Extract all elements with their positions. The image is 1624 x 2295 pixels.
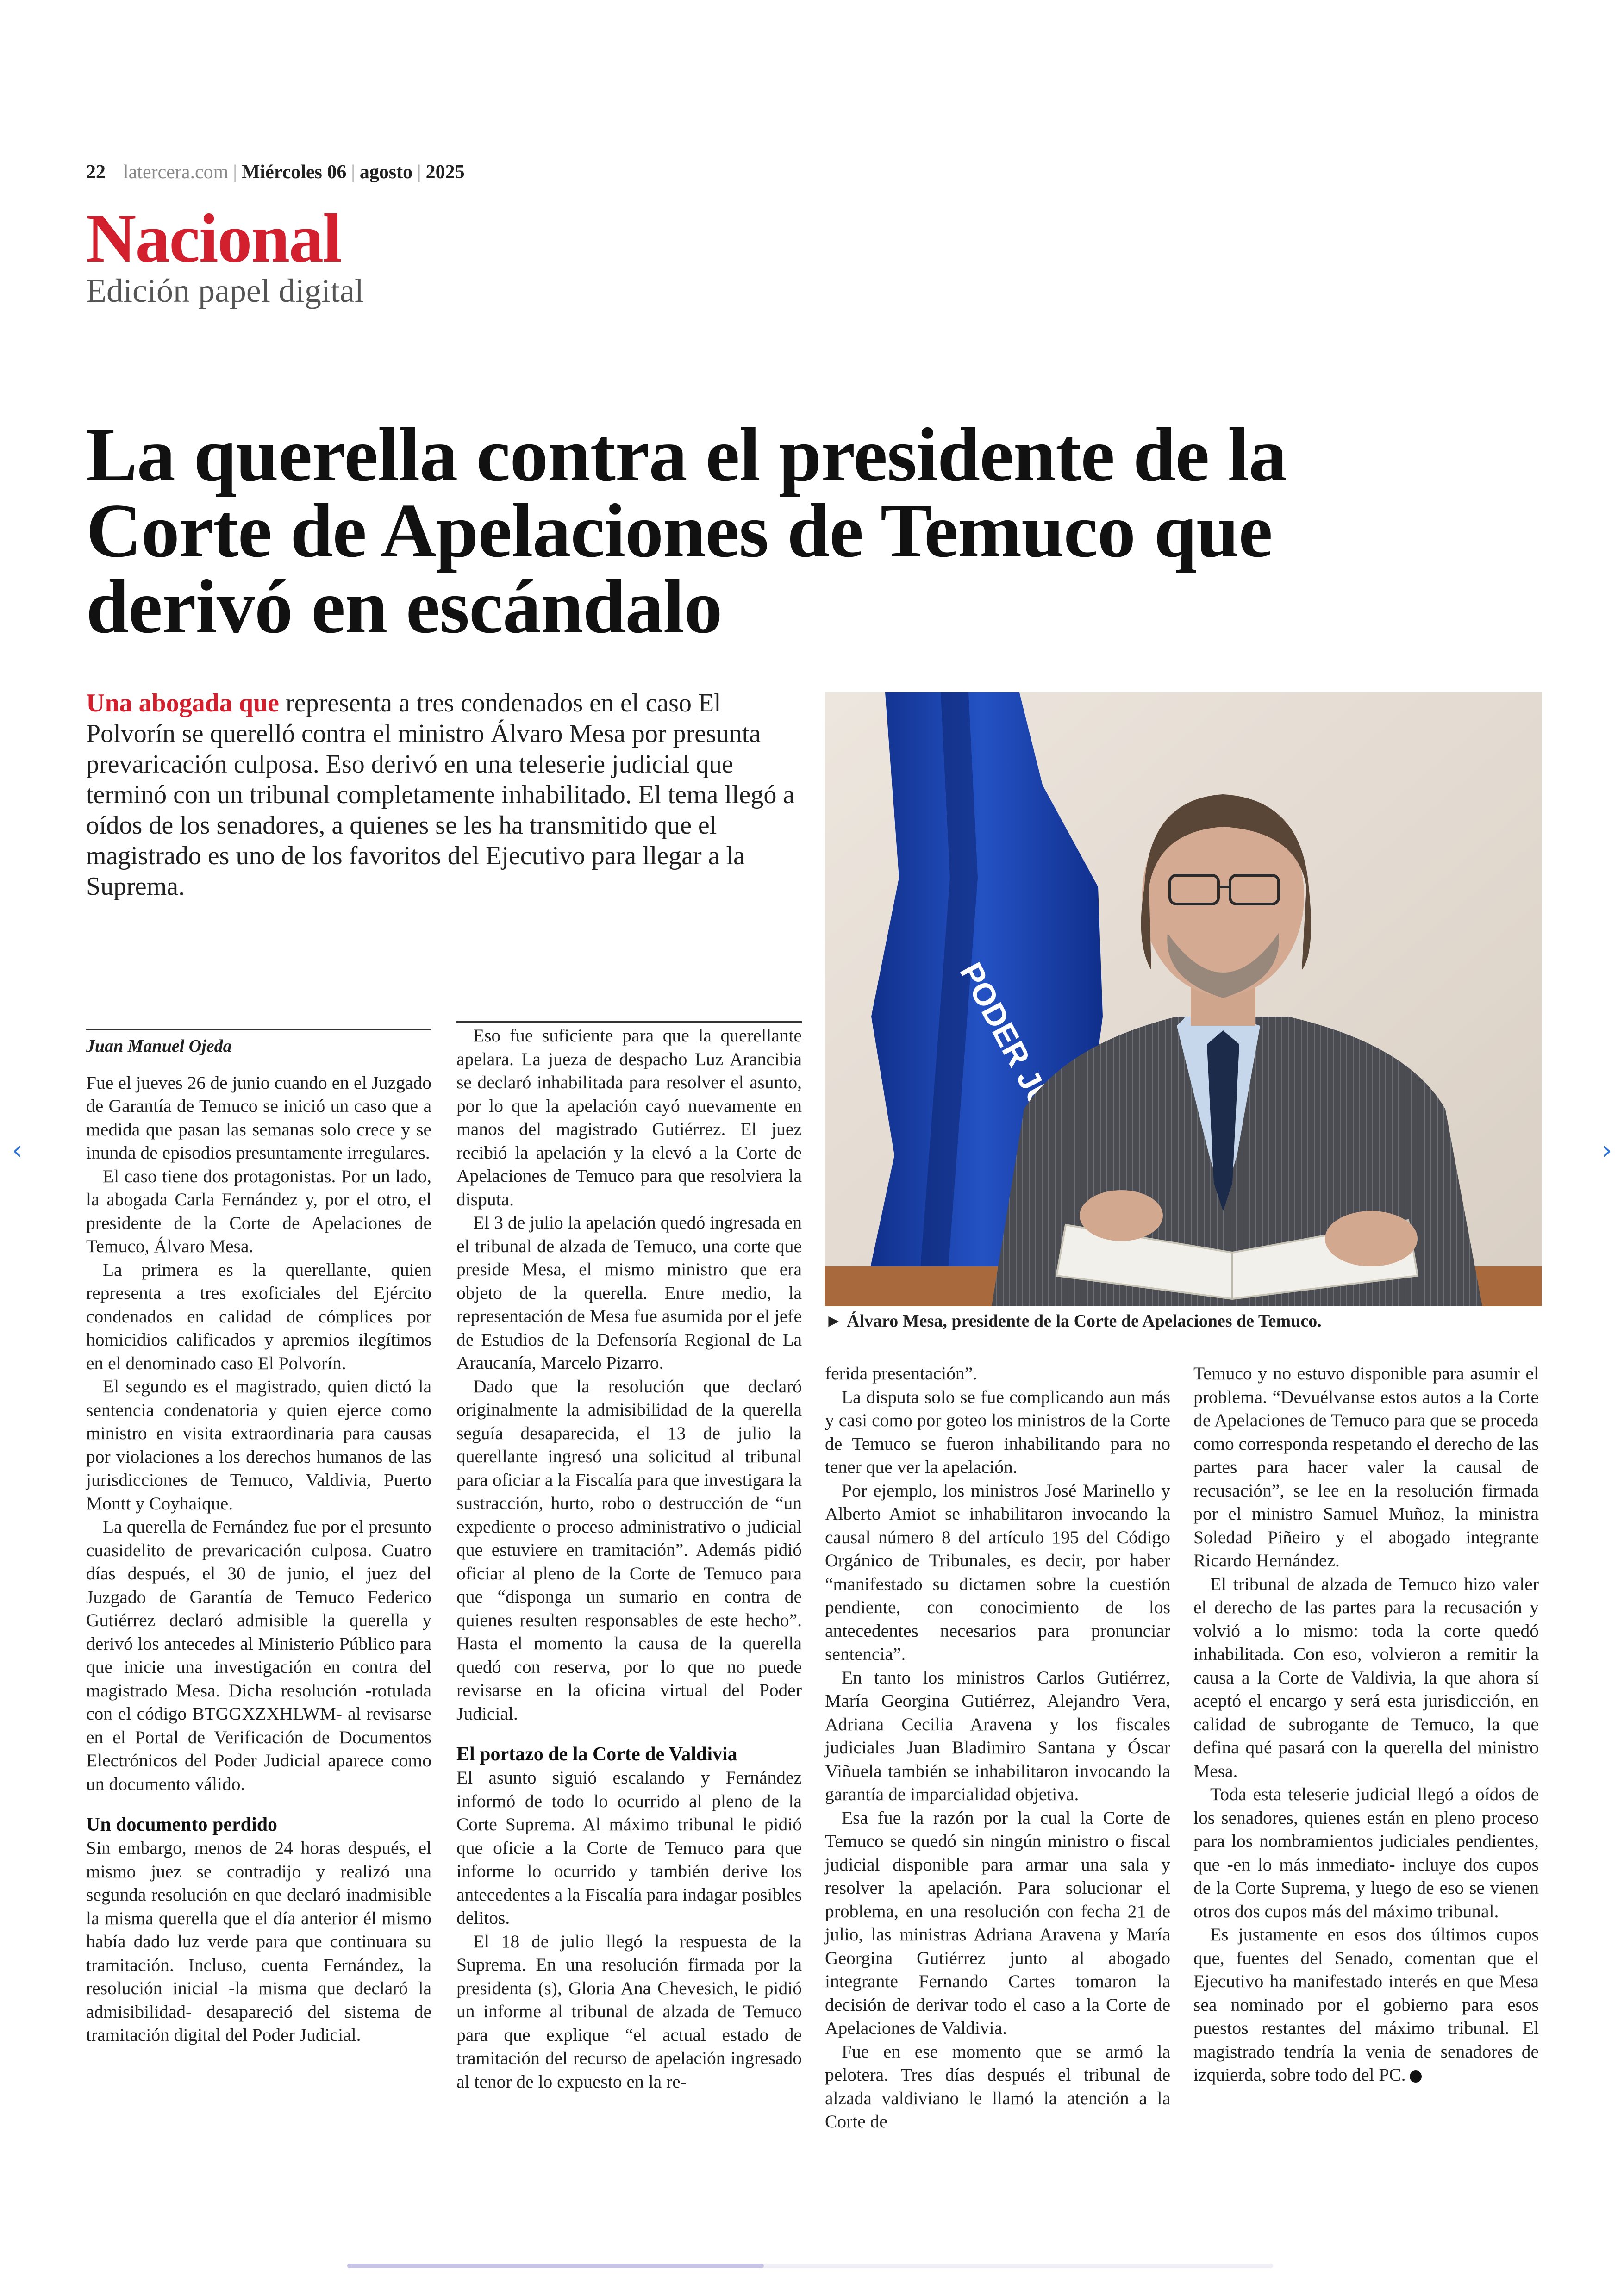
paragraph: Eso fue suficiente para que la querellante apelara. La jueza de despacho Luz Arancibia se declaró inhabilitada para resolver el asunto, por lo que la apelación cayó nuevamente en manos del magistrado Gutiérrez. El juez recibió la apelación y la elevó a la Corte de Apelaciones de Temuco para que resolviera la disputa. xyxy=(456,1025,802,1210)
article-photo xyxy=(825,692,1542,1306)
lead-text: representa a tres condenados en el caso El Polvorín se querelló contra el ministro Álvaro Mesa por presunta prevaricación culposa. Eso derivó en una teleserie judicial que terminó con un tribunal completamente inhabilitado. El tema llegó a oídos de los senadores, a quienes se les ha transmitido que el magistrado es uno de los favoritos del Ejecutivo para llegar a la Suprema. xyxy=(86,689,795,901)
paragraph: Fue en ese momento que se armó la pelotera. Tres días después el tribunal de alzada valdiviano le llamó la atención a la Corte de xyxy=(825,2041,1170,2132)
paragraph: La disputa solo se fue complicando aun más y casi como por goteo los ministros de la Corte de Temuco se fueron inhabilitando para no tener que ver la apelación. xyxy=(825,1386,1170,1477)
section-title: Nacional xyxy=(86,200,341,277)
paragraph: La primera es la querellante, quien representa a tres exoficiales del Ejército condenados en calidad de cómplices por homicidios calificados y apremios ilegítimos en el denominado caso El Polvorín. xyxy=(86,1259,431,1373)
page-number: 22 xyxy=(86,162,106,183)
flag-text: PODER xyxy=(953,957,1037,1073)
next-page-arrow-icon[interactable]: › xyxy=(1601,1135,1612,1166)
paragraph: Toda esta teleserie judicial llegó a oídos de los senadores, quienes están en pleno proceso para los nombramientos judiciales pendientes, que -en lo más inmediato- incluye dos cupos de la Corte Suprema, y luego de eso se vienen otros dos cupos más del máximo tribunal. xyxy=(1193,1784,1539,1921)
paragraph: Dado que la resolución que declaró originalmente la admisibilidad de la querella seguía desaparecida, el 13 de julio la querellante ingresó una solicitud al tribunal para oficiar a la Fiscalía para que investigara la sustracción, hurto, robo o destrucción de “un expediente o proceso administrativo o judicial que estuviere en tramitación”. Además pidió oficiar al pleno de la Corte de Temuco para que “disponga un sumario en contra de quienes resulten responsables de este hecho”. Hasta el momento la causa de la querella quedó con reserva, por lo que no puede revisarse en la oficina virtual del Poder Judicial. xyxy=(456,1376,802,1724)
caption-text: Álvaro Mesa, presidente de la Corte de Apelaciones de Temuco. xyxy=(847,1311,1322,1331)
article-column-3 xyxy=(825,1362,1170,2133)
caption-marker-icon: ► xyxy=(825,1311,843,1331)
end-of-article-mark-icon xyxy=(1410,2070,1422,2083)
paragraph: Por ejemplo, los ministros José Marinello y Alberto Amiot se inhabilitaron invocando la causal número 8 del artículo 195 del Código Orgánico de Tribunales, es decir, por haber “manifestado su dictamen sobre la cuestión pendiente, con conocimiento de los antecedentes necesarios para pronunciar sentencia”. xyxy=(825,1480,1170,1664)
site-name: latercera.com xyxy=(123,162,229,183)
subhead: El portazo de la Corte de Valdivia xyxy=(456,1744,737,1765)
lead-highlight: Una abogada que xyxy=(86,689,280,717)
paragraph: Fue el jueves 26 de junio cuando en el Juzgado de Garantía de Temuco se inició un caso que a medida que pasan las semanas solo crece y se inunda de episodios presuntamente irregulares. xyxy=(86,1072,431,1163)
paragraph: El 18 de julio llegó la respuesta de la Suprema. En una resolución firmada por la presidenta (s), Gloria Ana Chevesich, le pidió un informe al tribunal de alzada de Temuco para que explique “el actual estado de tramitación del recurso de apelación ingresado al tenor de lo expuesto en la re- xyxy=(456,1931,802,2092)
paragraph: El 3 de julio la apelación quedó ingresada en el tribunal de alzada de Temuco, una corte que preside Mesa, el mismo ministro que era objeto de la querella. Entre medio, la representación de Mesa fue asumida por el jefe de Estudios de la Defensoría Regional de La Araucanía, Marcelo Pizarro. xyxy=(456,1212,802,1373)
paragraph: El caso tiene dos protagonistas. Por un lado, la abogada Carla Fernández y, por el otro, el presidente de la Corte de Apelaciones de Temuco, Álvaro Mesa. xyxy=(86,1166,431,1256)
article-column-2 xyxy=(456,1021,802,2093)
paragraph: Sin embargo, menos de 24 horas después, el mismo juez se contradijo y realizó una segunda resolución en que declaró inadmisible la misma querella que el día anterior él mismo había dado luz verde para que continuara su tramitación. Incluso, cuenta Fernández, la resolución inicial -la misma que declaró la admisibilidad- desapareció del sistema de tramitación digital del Poder Judicial. xyxy=(86,1838,431,2045)
paragraph: Es justamente en esos dos últimos cupos que, fuentes del Senado, comentan que el Ejecutivo ha manifestado interés en que Mesa sea nominado por el gobierno para esos puestos restantes del máximo tribunal. El magistrado tendría la venia de senadores de izquierda, sobre todo del PC. xyxy=(1193,1924,1539,2085)
scrollbar-thumb[interactable] xyxy=(347,2264,764,2268)
subhead: Un documento perdido xyxy=(86,1814,278,1835)
article-headline: La querella contra el presidente de la Corte de Apelaciones de Temuco que derivó en escándalo xyxy=(86,412,1287,649)
paragraph: Esa fue la razón por la cual la Corte de Temuco se quedó sin ningún ministro o fiscal judicial disponible para armar una sala y resolver la apelación. Para solucionar el problema, en una resolución con fecha 21 de julio, las ministras Adriana Aravena y María Georgina Gutiérrez junto al abogado integrante Fernando Cartes tomaron la decisión de derivar todo el caso a la Corte de Apelaciones de Valdivia. xyxy=(825,1807,1170,2038)
page-header: 22 latercera.com | Miércoles 06 | agosto | 2025 xyxy=(86,162,465,183)
article-lead xyxy=(86,688,808,902)
date-year: 2025 xyxy=(425,162,465,183)
paragraph: La querella de Fernández fue por el presunto cuasidelito de prevaricación culposa. Cuatro días después, el 30 de junio, el juez del Juzgado de Garantía de Temuco Federico Gutiérrez declaró admisible la querella y derivó los antecedes al Ministerio Público para que inicie una investigación en contra del magistrado Mesa. Dicha resolución -rotulada con el código BTGGXZXHLWM- al revisarse en el Portal de Verificación de Documentos Electrónicos del Poder Judicial aparece como un documento válido. xyxy=(86,1516,431,1794)
horizontal-scrollbar[interactable] xyxy=(347,2264,1273,2268)
prev-page-arrow-icon[interactable]: ‹ xyxy=(12,1135,23,1166)
portrait-illustration xyxy=(825,692,1542,1306)
paragraph: Temuco y no estuvo disponible para asumir el problema. “Devuélvanse estos autos a la Corte de Apelaciones de Temuco para que se proceda como corresponda respetando el derecho de las partes para hacer valer la causal de recusación”, se lee en la resolución firmada por el ministro Samuel Muñoz, la ministra Soledad Piñeiro y el abogado integrante Ricardo Hernández. xyxy=(1193,1363,1539,1571)
paragraph: El tribunal de alzada de Temuco hizo valer el derecho de las partes para la recusación y volvió a lo mismo: toda la corte quedó inhabilitada. Con eso, volvieron a remitir la causa a la Corte de Valdivia, la que ahora sí aceptó el encargo y será esta jurisdicción, en calidad de subrogante de Temuco, la que defina qué pasará con la querella del ministro Mesa. xyxy=(1193,1573,1539,1781)
paragraph: El asunto siguió escalando y Fernández informó de todo lo ocurrido al pleno de la Corte Suprema. Al máximo tribunal le pidió que oficie a la Corte de Temuco para que informe lo ocurrido y también derive los antecedentes a la Fiscalía para indagar posibles delitos. xyxy=(456,1767,802,1928)
edition-label: Edición papel digital xyxy=(86,272,364,309)
paragraph: En tanto los ministros Carlos Gutiérrez, María Georgina Gutiérrez, Alejandro Vera, Adriana Cecilia Aravena y los fiscales judiciales Juan Bladimiro Santana y Óscar Viñuela también se inhabilitaron invocando la garantía de imparcialidad objetiva. xyxy=(825,1667,1170,1804)
article-column-1 xyxy=(86,1029,431,2047)
byline: Juan Manuel Ojeda xyxy=(86,1029,431,1058)
paragraph: El segundo es el magistrado, quien dictó la sentencia condenatoria y quien ejerce como ministro en visita extraordinaria para causas por violaciones a los derechos humanos de las jurisdicciones de Temuco, Valdivia, Puerto Montt y Coyhaique. xyxy=(86,1376,431,1514)
paragraph: ferida presentación”. xyxy=(825,1363,977,1384)
date-weekday-day: Miércoles 06 xyxy=(241,162,347,183)
photo-caption xyxy=(825,1311,1542,1331)
date-month: agosto xyxy=(359,162,413,183)
article-column-4 xyxy=(1193,1362,1539,2087)
